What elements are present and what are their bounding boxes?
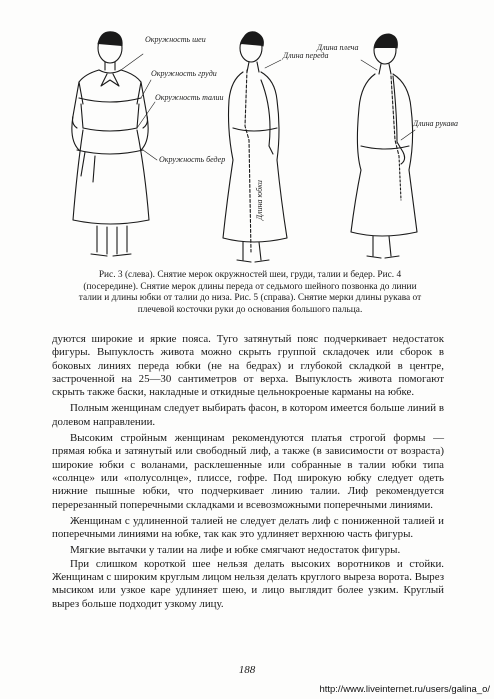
paragraph: Мягкие вытачки у талии на лифе и юбке смягчают недостаток фигуры.	[70, 544, 401, 557]
fig5-label-shoulder-length: Длина плеча	[317, 43, 359, 52]
page-number: 188	[238, 664, 256, 676]
fig3-label-waist: Окружность талии	[155, 93, 224, 102]
body-text	[52, 333, 444, 614]
figure-caption	[58, 270, 442, 316]
paragraph: При слишком короткой шее нельзя делать высоких воротников и стойки. Женщинам с широким круглым лицом нельзя делать круглого выреза ворота. Вырез мысиком или узкое каре удлиняет шею, и лицо выглядит более узким. Круглый вырез больше подходит узкому лицу.	[52, 557, 444, 610]
caption-line: талии и длины юбки от талии до низа. Рис. 5 (справа). Снятие мерки длины рукава от	[78, 293, 422, 304]
fig3-label-neck: Окружность шеи	[145, 35, 206, 44]
paragraph: Высоким стройным женщинам рекомендуются платья строгой формы — прямая юбка и затянутый или свободный лиф, а также (в зависимости от возраста) широкие юбки с воланами, расклешенные или собранные в талии юбки типа «солнце» или «полусолнце», плиссе, гофре. Под широкую юбку следует одеть нижние пышные юбки, что подчеркивает линию талии. Лиф рекомендуется перерезанный поперечными складками и всевозможными поперечными линиями.	[52, 432, 444, 511]
paragraph: дуются широкие и яркие пояса. Туго затянутый пояс подчеркивает недостаток фигуры. Выпуклость живота можно скрыть группой складочек или сборок в боковых линиях переда юбки (не на бедрах) и глубокой складкой в центре, застроченной на 25—30 сантиметров от верха. Выпуклость живота помогают скрыть также баски, накладные и откидные цельнокроеные карманы на юбке.	[52, 333, 444, 399]
fig3-label-bust: Окружность груди	[151, 69, 217, 78]
paragraph: Полным женщинам следует выбирать фасон, в котором имеется больше линий в долевом направлении.	[52, 402, 444, 428]
paragraph: Женщинам с удлиненной талией не следует делать лиф с пониженной талией и поперечными линиями на юбке, так как это удлиняет верхнюю часть фигуры.	[52, 514, 444, 541]
fig4-label-skirt-length: Длина юбки	[255, 180, 264, 220]
watermark-url: http://www.liveinternet.ru/users/galina_o/	[319, 684, 490, 695]
measurement-figures	[55, 20, 458, 270]
fig3-label-hips: Окружность бедер	[159, 155, 226, 164]
fig5-label-sleeve-length: Длина рукава	[413, 119, 458, 128]
figure-5-woman-side	[351, 34, 417, 258]
figure-3-woman-front	[72, 32, 157, 256]
caption-line: (посередине). Снятие мерок длины переда от седьмого шейного позвонка до линии	[83, 281, 417, 292]
caption-line: Рис. 3 (слева). Снятие мерок окружностей шеи, груди, талии и бедер. Рис. 4	[98, 270, 402, 280]
caption-line: плечевой косточки руки до основания большого пальца.	[137, 304, 363, 315]
fig4-label-front-length: Длина переда	[283, 51, 329, 60]
figures-illustration	[55, 20, 458, 270]
figure-4-woman-side	[223, 32, 287, 262]
